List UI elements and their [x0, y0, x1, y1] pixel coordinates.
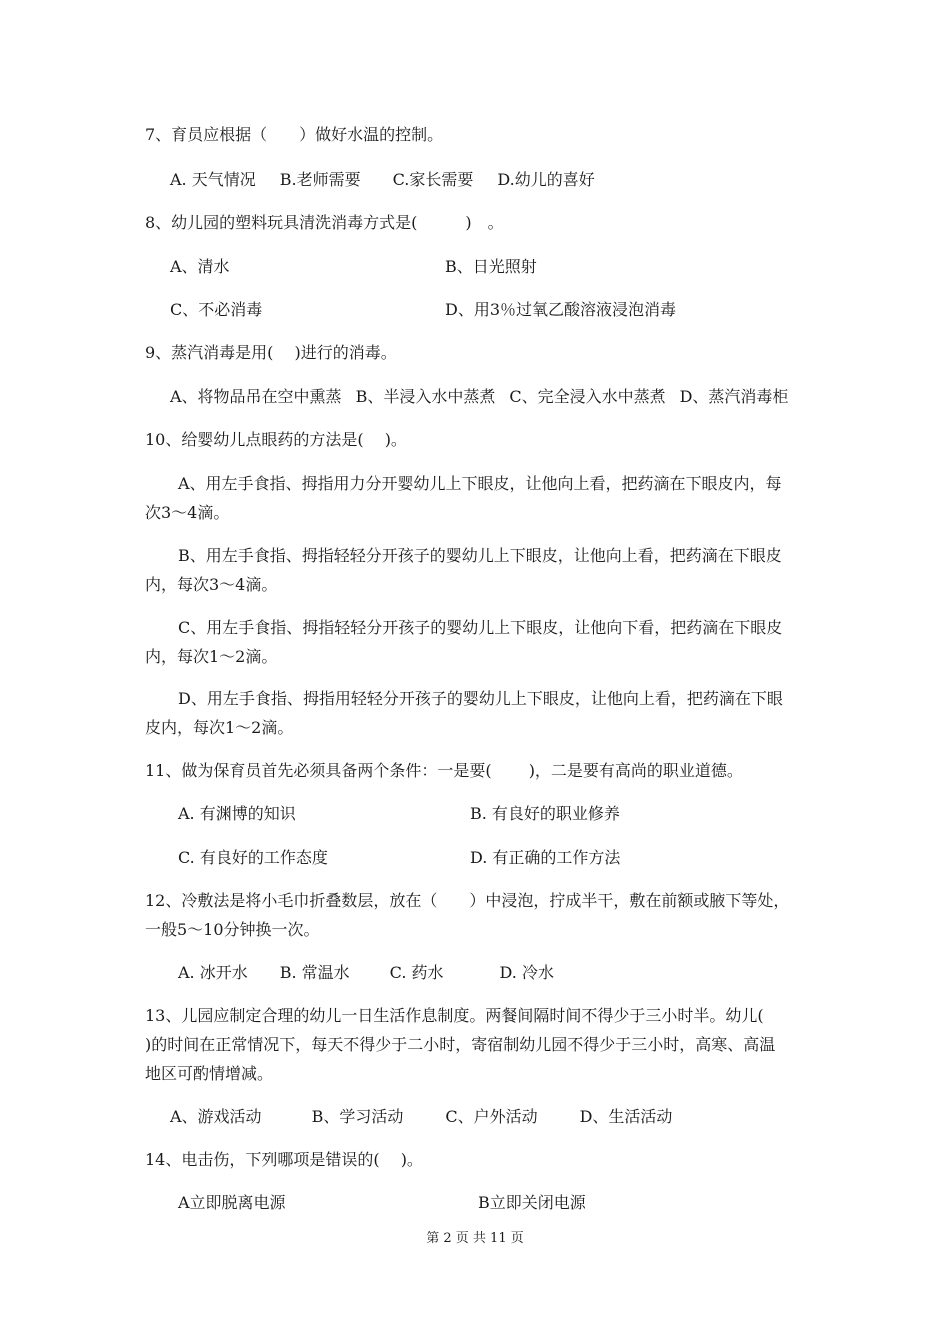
page-footer: 第 2 页 共 11 页 [426, 1231, 524, 1246]
q11-option-a: A. 有渊博的知识 [178, 804, 296, 823]
q14-option-b: B立即关闭电源 [478, 1193, 586, 1212]
question-9-options [170, 387, 788, 407]
q8-option-b: B、日光照射 [445, 257, 537, 276]
q10-option-d-line1: D、用左手食指、拇指用轻轻分开孩子的婴幼儿上下眼皮，让他向上看，把药滴在下眼 [178, 689, 783, 708]
q7-option-d: D.幼儿的喜好 [497, 170, 595, 189]
q12-option-a: A. 冰开水 [178, 963, 248, 982]
q9-option-c: C、完全浸入水中蒸煮 [509, 387, 666, 406]
question-12-options [178, 963, 554, 983]
q13-option-b: B、学习活动 [311, 1107, 404, 1126]
q11-option-b: B. 有良好的职业修养 [470, 804, 620, 823]
q10-option-b-line1: B、用左手食指、拇指轻轻分开孩子的婴幼儿上下眼皮，让他向上看，把药滴在下眼皮 [178, 546, 782, 565]
q13-option-a: A、游戏活动 [170, 1107, 262, 1126]
q9-option-a: A、将物品吊在空中熏蒸 [170, 387, 342, 406]
q7-option-c: C.家长需要 [392, 170, 474, 189]
q10-option-a-line2: 次3～4滴。 [145, 503, 230, 522]
q9-option-d: D、蒸汽消毒柜 [679, 387, 789, 406]
q8-option-d: D、用3％过氧乙酸溶液浸泡消毒 [445, 300, 677, 319]
question-7-stem: 7、育员应根据（ ）做好水温的控制。 [145, 125, 444, 144]
q7-option-b: B.老师需要 [279, 170, 361, 189]
question-13-stem-line2: )的时间在正常情况下，每天不得少于二小时，寄宿制幼儿园不得少于三小时，高寒、高温 [145, 1035, 776, 1054]
q12-option-b: B. 常温水 [279, 963, 350, 982]
q10-option-b-line2: 内，每次3～4滴。 [145, 575, 278, 594]
question-12-stem-line1: 12、冷敷法是将小毛巾折叠数层，放在（ ）中浸泡，拧成半干，敷在前额或腋下等处， [145, 891, 790, 910]
q10-option-d-line2: 皮内，每次1～2滴。 [145, 718, 294, 737]
question-7-options [170, 170, 595, 190]
q10-option-c-line1: C、用左手食指、拇指轻轻分开孩子的婴幼儿上下眼皮，让他向下看，把药滴在下眼皮 [178, 618, 783, 637]
question-13-options [170, 1107, 672, 1127]
q9-option-b: B、半浸入水中蒸煮 [355, 387, 496, 406]
q8-option-c: C、不必消毒 [170, 300, 263, 319]
q10-option-a-line1: A、用左手食指、拇指用力分开婴幼儿上下眼皮，让他向上看，把药滴在下眼皮内，每 [178, 474, 782, 493]
q13-option-d: D、生活活动 [579, 1107, 673, 1126]
question-9-stem: 9、蒸汽消毒是用( )进行的消毒。 [145, 343, 397, 362]
q10-option-c-line2: 内，每次1～2滴。 [145, 647, 278, 666]
question-14-stem: 14、电击伤，下列哪项是错误的( )。 [145, 1150, 423, 1169]
q14-option-a: A立即脱离电源 [178, 1193, 286, 1212]
question-12-stem-line2: 一般5～10分钟换一次。 [145, 920, 320, 939]
q7-option-a: A. 天气情况 [170, 170, 256, 189]
question-13-stem-line1: 13、儿园应制定合理的幼儿一日生活作息制度。两餐间隔时间不得少于三小时半。幼儿( [145, 1006, 764, 1025]
q12-option-c: C. 药水 [389, 963, 444, 982]
q11-option-d: D. 有正确的工作方法 [470, 848, 621, 867]
q12-option-d: D. 冷水 [499, 963, 554, 982]
question-11-stem: 11、做为保育员首先必须具备两个条件：一是要( )，二是要有高尚的职业道德。 [145, 761, 743, 780]
question-8-stem: 8、幼儿园的塑料玩具清洗消毒方式是( ) 。 [145, 213, 504, 232]
q11-option-c: C. 有良好的工作态度 [178, 848, 328, 867]
q8-option-a: A、清水 [170, 257, 230, 276]
q13-option-c: C、户外活动 [445, 1107, 538, 1126]
question-13-stem-line3: 地区可酌情增减。 [145, 1064, 274, 1083]
question-10-stem: 10、给婴幼儿点眼药的方法是( )。 [145, 430, 407, 449]
